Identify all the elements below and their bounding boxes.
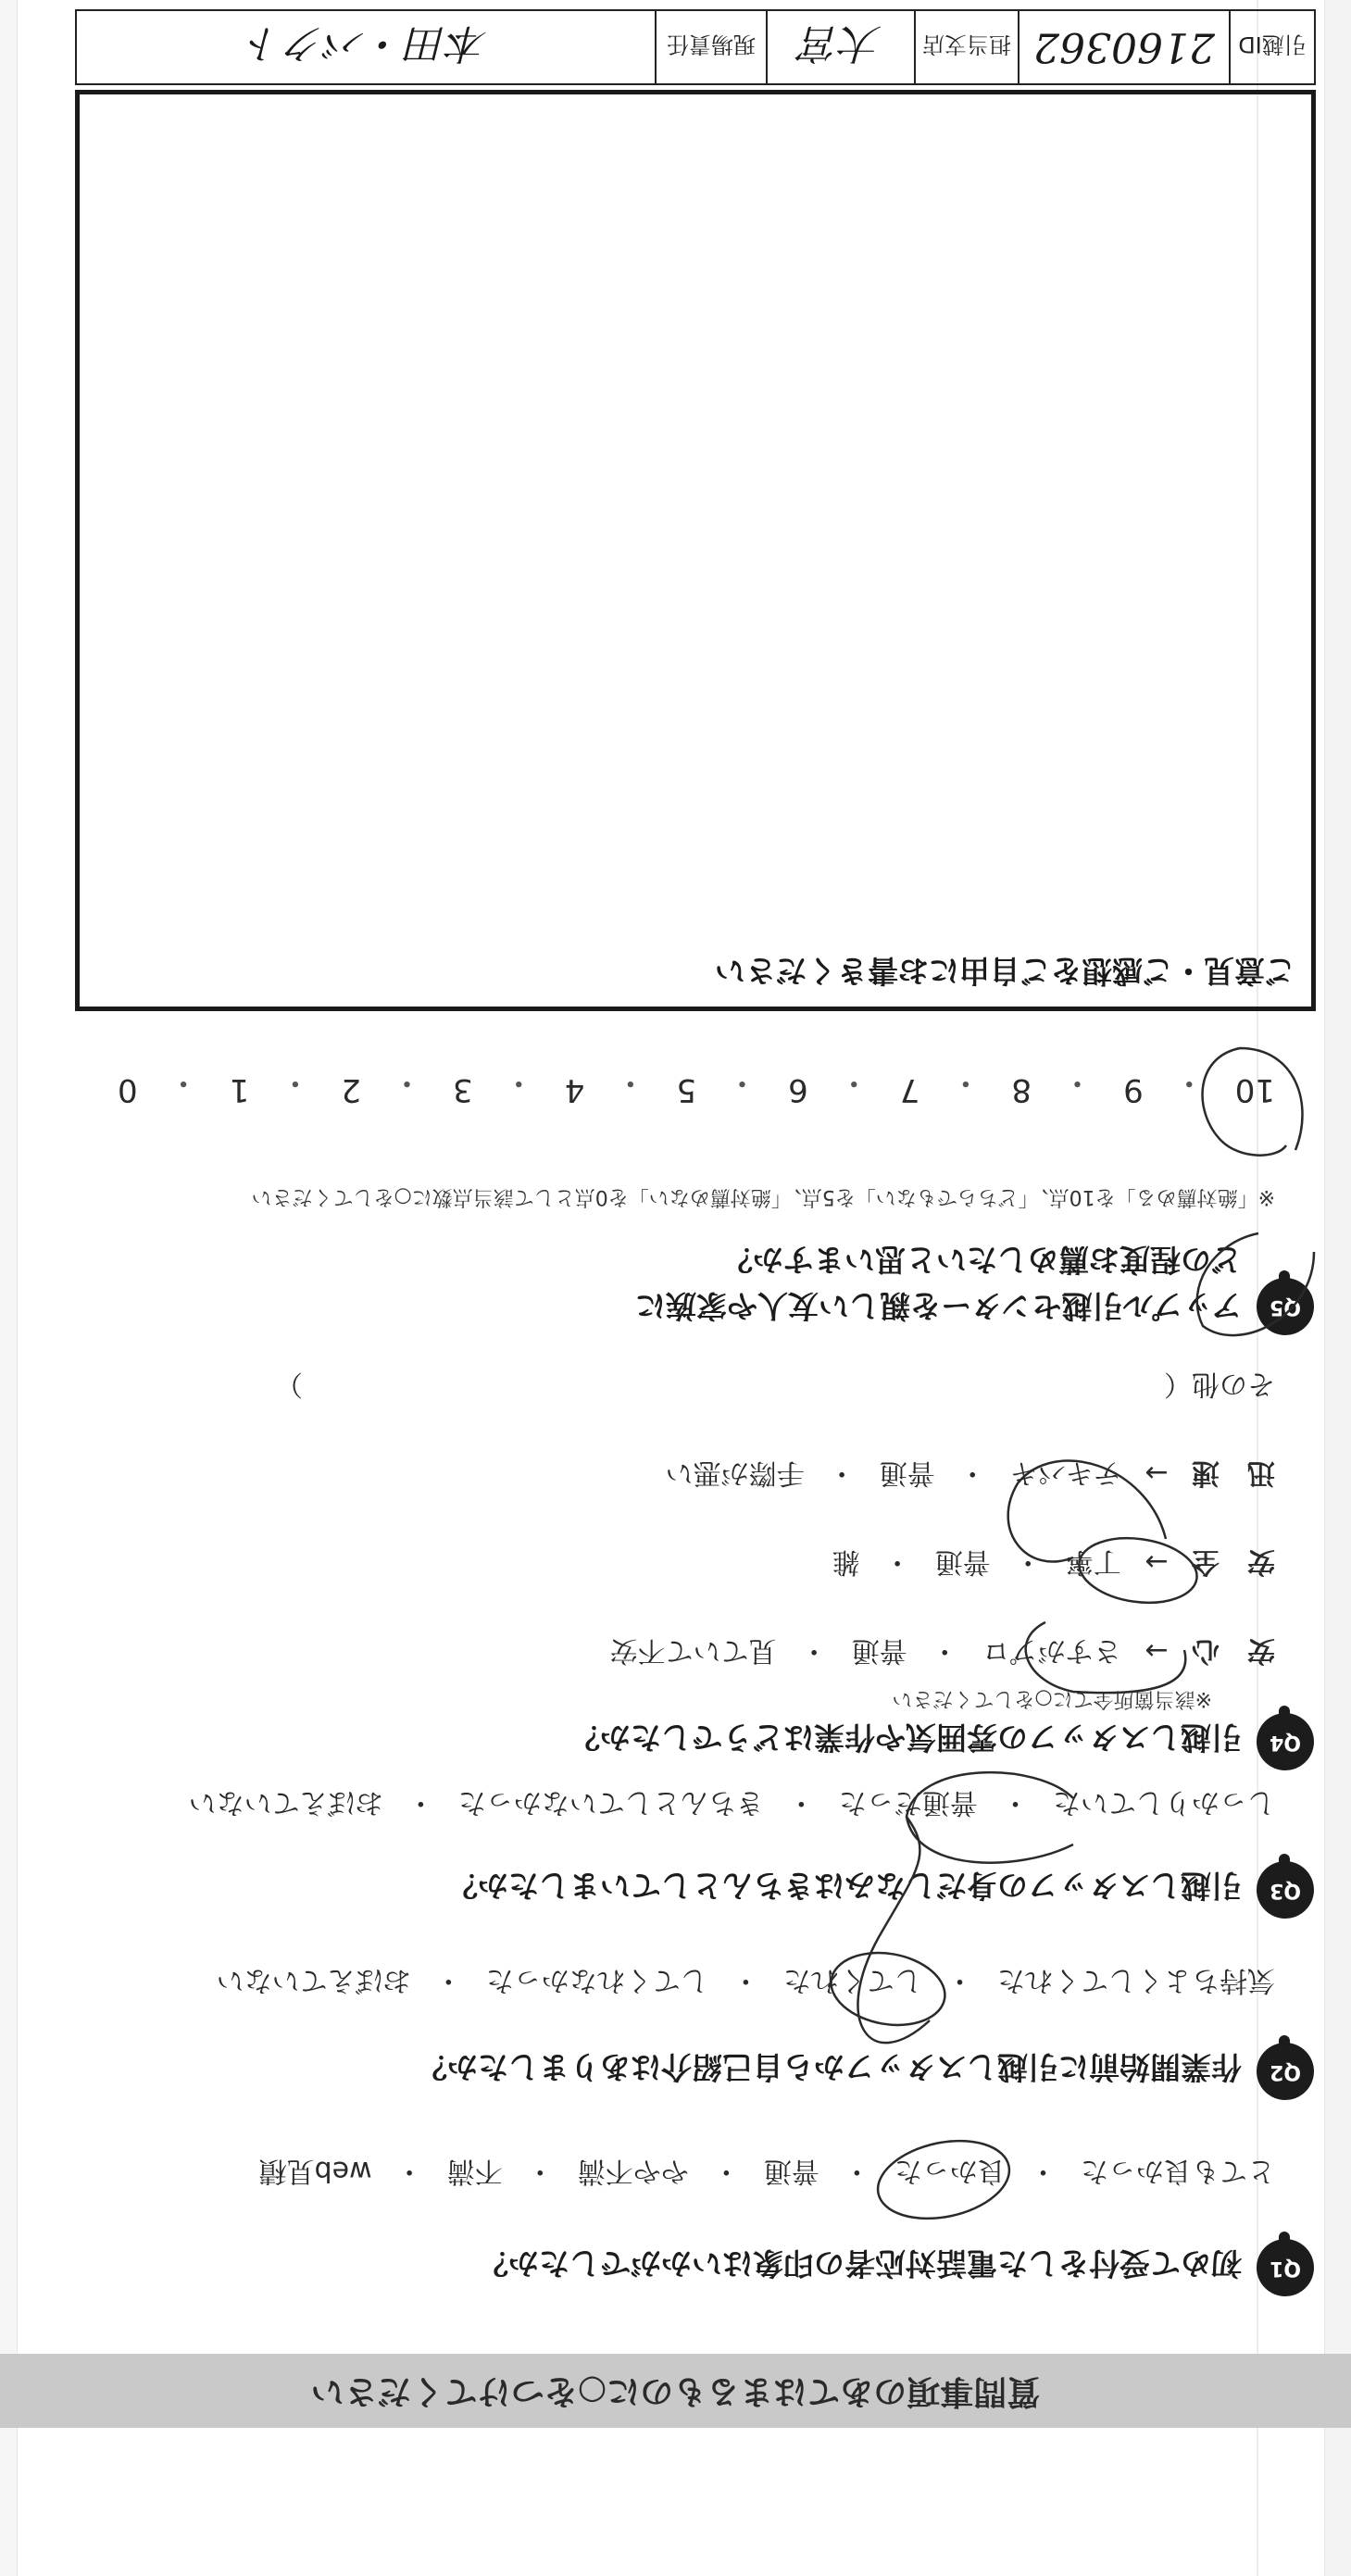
q2-icon: Q2 <box>1257 2043 1314 2100</box>
q4-row-jinsoku <box>666 1456 1275 1496</box>
scale-3: 3 <box>453 1071 473 1108</box>
header-instruction: 質問事項のあてはまるものに○をつけてください <box>310 2372 1041 2410</box>
scale-5: 5 <box>676 1071 697 1108</box>
footer-leader-label: 現場責任 <box>655 11 766 83</box>
q5-icon: Q5 <box>1257 1278 1314 1335</box>
q3-icon: Q3 <box>1257 1861 1314 1919</box>
q1-options: とても良かった ・ 良かった ・ 普通 ・ やや不満 ・ 不満 ・ web見積 <box>258 2155 1275 2187</box>
q2-stray-stroke <box>858 1817 930 2043</box>
scale-dot: ・ <box>168 1064 200 1101</box>
q4-row-jinsoku-label: 迅 速 <box>1192 1457 1275 1489</box>
q4-other: その他（ ） <box>275 1368 1275 1400</box>
footer-branch-value: 大宮 <box>766 11 914 83</box>
q3-text: 引越しスタッフの身だしなみはきちんとしていましたか？ <box>447 1868 1242 1904</box>
scale-dot: ・ <box>1173 1064 1206 1101</box>
q5-text-line1: アップル引越センターを親しい友人や家族に <box>634 1288 1242 1324</box>
scale-0: 0 <box>118 1071 138 1108</box>
arrow-icon: → <box>1145 1545 1169 1578</box>
scale-dot: ・ <box>391 1064 423 1101</box>
scale-1: 1 <box>229 1071 250 1108</box>
scale-10: 10 <box>1234 1071 1275 1108</box>
q5-note: ※「絶対薦める」を10点、「どちらでもない」を5点、「絶対薦めない」を0点として該当点数に○をしてください <box>251 1185 1275 1208</box>
q2-text: 作業開始前に引越しスタッフから自己紹介はありましたか？ <box>417 2049 1242 2085</box>
q4-row-anshin <box>610 1633 1275 1674</box>
footer-table <box>75 9 1316 85</box>
scale-dot: ・ <box>614 1064 646 1101</box>
scale-4: 4 <box>564 1071 585 1108</box>
scale-7: 7 <box>899 1071 920 1108</box>
scale-9: 9 <box>1123 1071 1144 1108</box>
q4-icon: Q4 <box>1257 1713 1314 1770</box>
q4-row-anshin-label: 安 心 <box>1192 1634 1275 1667</box>
scale-dot: ・ <box>503 1064 535 1101</box>
scale-2: 2 <box>341 1071 361 1108</box>
scan-edge-right <box>0 0 18 2576</box>
footer-leader-value: 本田・バクト <box>244 19 488 67</box>
q5-text-line2: どの程度お薦めしたいと思いますか？ <box>722 1242 1242 1278</box>
arrow-icon: → <box>1145 1634 1169 1667</box>
scale-dot: ・ <box>949 1064 982 1101</box>
scale-dot: ・ <box>1061 1064 1094 1101</box>
q4-row-anzen-label: 安 全 <box>1192 1545 1275 1578</box>
comment-title: ご意見・ご感想をご自由にお書きください <box>715 953 1295 989</box>
scan-edge-left <box>1324 0 1351 2576</box>
footer-branch-label: 担当支店 <box>914 11 1018 83</box>
q1-text: 初めて受付をした電話対応者の印象はいかがでしたか？ <box>478 2245 1242 2282</box>
q4-row-anshin-options: さすがプロ ・ 普通 ・ 見ていて不安 <box>609 1634 1121 1667</box>
arrow-icon: → <box>1145 1457 1169 1489</box>
q4-row-jinsoku-options: テキパキ ・ 普通 ・ 手際が悪い <box>665 1457 1121 1489</box>
q4-row-anzen-options: 丁寧 ・ 普通 ・ 雑 <box>832 1545 1121 1578</box>
q1-icon: Q1 <box>1257 2239 1314 2296</box>
scale-dot: ・ <box>838 1064 870 1101</box>
scale-dot: ・ <box>726 1064 758 1101</box>
q2-options: 気持ちよくしてくれた ・ してくれた ・ してくれなかった ・ おぼえていない <box>216 1964 1275 1996</box>
scale-dot: ・ <box>279 1064 311 1101</box>
scale-6: 6 <box>788 1071 808 1108</box>
q3-options: しっかりしていた ・ 普通だった ・ きちんとしていなかった ・ おぼえていない <box>188 1786 1275 1819</box>
q4-note: ※該当箇所全てに○をしてください <box>892 1687 1212 1710</box>
footer-id-value: 2160362 <box>1018 11 1229 83</box>
q5-scale <box>118 1063 1275 1108</box>
footer-id-label: 引越ID <box>1229 11 1314 83</box>
q4-text: 引越しスタッフの雰囲気や作業はどうでしたか？ <box>569 1719 1242 1756</box>
scale-8: 8 <box>1011 1071 1032 1108</box>
comment-box <box>75 90 1316 1011</box>
q4-row-anzen <box>832 1544 1275 1585</box>
